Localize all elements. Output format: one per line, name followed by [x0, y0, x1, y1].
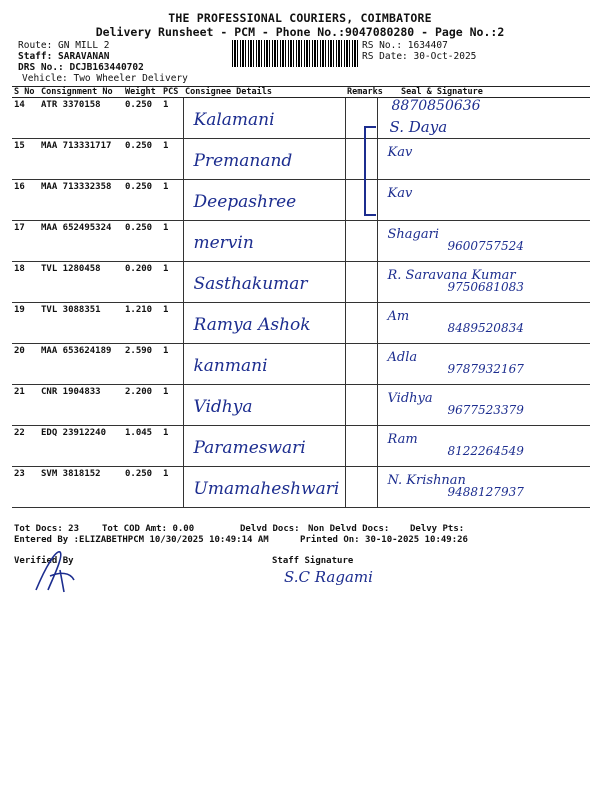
- row-signature-phone: 9787932167: [447, 362, 524, 376]
- row-consignee-handwriting: Premanand: [193, 151, 293, 171]
- row-consignee-cell: [183, 262, 345, 303]
- row-signature-handwriting: Vidhya: [387, 391, 433, 406]
- row-consignee-handwriting: Deepashree: [193, 192, 297, 212]
- non-delvd-docs: Non Delvd Docs:: [308, 524, 390, 534]
- row-pcs: 1: [161, 385, 183, 426]
- row-pcs: 1: [161, 303, 183, 344]
- row-sno: 20: [12, 344, 39, 385]
- row-signature-cell: [377, 98, 590, 139]
- row-signature-cell: [377, 262, 590, 303]
- row-consignee-handwriting: Ramya Ashok: [193, 315, 311, 335]
- row-signature-phone: 9488127937: [447, 485, 524, 499]
- row-signature-phone: 9677523379: [447, 403, 524, 417]
- row-consignment-no: EDQ 23912240: [39, 426, 123, 467]
- row-signature-cell: [377, 385, 590, 426]
- route-field: Route: GN MILL 2: [18, 40, 110, 51]
- tot-cod: Tot COD Amt: 0.00: [102, 524, 195, 534]
- row-pcs: 1: [161, 221, 183, 262]
- row-pcs: 1: [161, 180, 183, 221]
- row-signature-cell: [377, 221, 590, 262]
- row-signature-cell: [377, 180, 590, 221]
- row-weight: 0.250: [123, 180, 161, 221]
- report-subtitle: Delivery Runsheet - PCM - Phone No.:9047080280 - Page No.:2: [95, 25, 505, 39]
- table-row: [12, 344, 590, 385]
- row-signature-cell: [377, 303, 590, 344]
- row-remarks: [345, 303, 377, 344]
- row-weight: 2.590: [123, 344, 161, 385]
- row-sno: 18: [12, 262, 39, 303]
- row-sno: 23: [12, 467, 39, 508]
- staff-signature-label: Staff Signature: [272, 556, 354, 566]
- row-weight: 2.200: [123, 385, 161, 426]
- row-signature-phone: 8489520834: [447, 321, 524, 335]
- row-signature-cell: [377, 139, 590, 180]
- rs-no-field: RS No.: 1634407: [362, 40, 448, 51]
- printed-on: Printed On: 30-10-2025 10:49:26: [300, 535, 468, 545]
- row-weight: 0.250: [123, 98, 161, 139]
- row-sno: 21: [12, 385, 39, 426]
- col-header-sno: S No: [12, 87, 39, 98]
- row-consignee-cell: [183, 221, 345, 262]
- drs-field: DRS No.: DCJB163440702: [18, 62, 144, 73]
- verified-signature-scribble: [30, 546, 78, 596]
- row-weight: 0.200: [123, 262, 161, 303]
- table-row: [12, 385, 590, 426]
- delvy-pts: Delvy Pts:: [410, 524, 465, 534]
- row-signature-cell: [377, 344, 590, 385]
- verified-by-label: Verified By: [14, 556, 74, 566]
- row-remarks: [345, 262, 377, 303]
- table-row: [12, 262, 590, 303]
- row-remarks: [345, 221, 377, 262]
- row-consignee-handwriting: Umamaheshwari: [193, 479, 340, 499]
- row-consignment-no: MAA 713331717: [39, 139, 123, 180]
- staff-field: Staff: SARAVANAN: [18, 51, 110, 62]
- table-row: [12, 467, 590, 508]
- table-row: [12, 221, 590, 262]
- row-consignee-cell: [183, 385, 345, 426]
- row-signature-handwriting: Shagari: [387, 227, 439, 242]
- row-pcs: 1: [161, 98, 183, 139]
- row-signature-phone: 9750681083: [447, 280, 524, 294]
- row-sno: 14: [12, 98, 39, 139]
- tot-docs: Tot Docs: 23: [14, 524, 80, 534]
- row-signature-cell: [377, 467, 590, 508]
- row-consignee-handwriting: Vidhya: [193, 397, 253, 417]
- row-signature-handwriting: Ram: [387, 432, 418, 447]
- row-consignment-no: TVL 1280458: [39, 262, 123, 303]
- table-row: [12, 426, 590, 467]
- table-row: [12, 180, 590, 221]
- runsheet-table: [12, 86, 590, 508]
- row-remarks: [345, 385, 377, 426]
- row-consignee-cell: [183, 303, 345, 344]
- row-weight: 1.045: [123, 426, 161, 467]
- row-consignee-cell: [183, 344, 345, 385]
- row-pcs: 1: [161, 426, 183, 467]
- col-header-pcs: PCS: [161, 87, 183, 98]
- row-signature-handwriting: S. Daya: [389, 118, 448, 136]
- staff-signature-handwriting: S.C Ragami: [284, 568, 373, 586]
- row-consignee-cell: [183, 426, 345, 467]
- row-sno: 19: [12, 303, 39, 344]
- row-consignment-no: CNR 1904833: [39, 385, 123, 426]
- row-consignment-no: TVL 3088351: [39, 303, 123, 344]
- row-remarks: [345, 426, 377, 467]
- remarks-bracket-mark: [364, 126, 376, 216]
- col-header-consignee: Consignee Details: [183, 87, 345, 98]
- row-signature-handwriting: Kav: [387, 186, 413, 201]
- row-signature-handwriting: N. Krishnan: [387, 473, 466, 488]
- row-signature-phone: 8122264549: [447, 444, 524, 458]
- row-weight: 0.250: [123, 467, 161, 508]
- row-consignee-cell: [183, 467, 345, 508]
- table-row: [12, 139, 590, 180]
- table-row: [12, 303, 590, 344]
- barcode-image: [232, 40, 358, 67]
- row-remarks: [345, 467, 377, 508]
- table-row: [12, 98, 590, 139]
- row-consignee-handwriting: Kalamani: [193, 110, 275, 130]
- row-signature-cell: [377, 426, 590, 467]
- col-header-weight: Weight: [123, 87, 161, 98]
- row-weight: 0.250: [123, 221, 161, 262]
- col-header-remarks: Remarks: [347, 87, 383, 97]
- row-consignee-handwriting: Sasthakumar: [193, 274, 308, 294]
- row-consignment-no: ATR 3370158: [39, 98, 123, 139]
- row-sno: 17: [12, 221, 39, 262]
- row-pcs: 1: [161, 467, 183, 508]
- row-sno: 22: [12, 426, 39, 467]
- row-consignment-no: MAA 653624189: [39, 344, 123, 385]
- row-signature-handwriting: R. Saravana Kumar: [387, 268, 516, 283]
- row-signature-handwriting: Adla: [387, 350, 418, 365]
- col-header-consignment: Consignment No: [39, 87, 123, 98]
- row-consignee-cell: [183, 98, 345, 139]
- row-consignee-handwriting: mervin: [193, 233, 254, 253]
- row-pcs: 1: [161, 139, 183, 180]
- row-consignee-cell: [183, 139, 345, 180]
- rs-date-field: RS Date: 30-Oct-2025: [362, 51, 477, 62]
- row-sno: 16: [12, 180, 39, 221]
- row-consignee-cell: [183, 180, 345, 221]
- entered-by: Entered By :ELIZABETHPCM 10/30/2025 10:49:14 AM: [14, 535, 269, 545]
- row-consignment-no: SVM 3818152: [39, 467, 123, 508]
- row-consignment-no: MAA 713332358: [39, 180, 123, 221]
- row-consignee-handwriting: kanmani: [193, 356, 268, 376]
- table-header-row: [12, 87, 590, 98]
- row-signature-handwriting: Kav: [387, 145, 413, 160]
- row-remarks: [345, 344, 377, 385]
- row-weight: 1.210: [123, 303, 161, 344]
- row-pcs: 1: [161, 344, 183, 385]
- report-title: THE PROFESSIONAL COURIERS, COIMBATORE: [168, 11, 432, 25]
- col-header-signature: Seal & Signature: [377, 87, 590, 98]
- row-signature-phone: 9600757524: [447, 239, 524, 253]
- row-signature-handwriting: Am: [387, 309, 410, 324]
- row-signature-phone: 8870850636: [391, 98, 481, 114]
- row-weight: 0.250: [123, 139, 161, 180]
- row-pcs: 1: [161, 262, 183, 303]
- row-sno: 15: [12, 139, 39, 180]
- vehicle-field: Vehicle: Two Wheeler Delivery: [22, 73, 188, 84]
- row-consignee-handwriting: Parameswari: [193, 438, 306, 458]
- delvd-docs: Delvd Docs:: [240, 524, 300, 534]
- row-consignment-no: MAA 652495324: [39, 221, 123, 262]
